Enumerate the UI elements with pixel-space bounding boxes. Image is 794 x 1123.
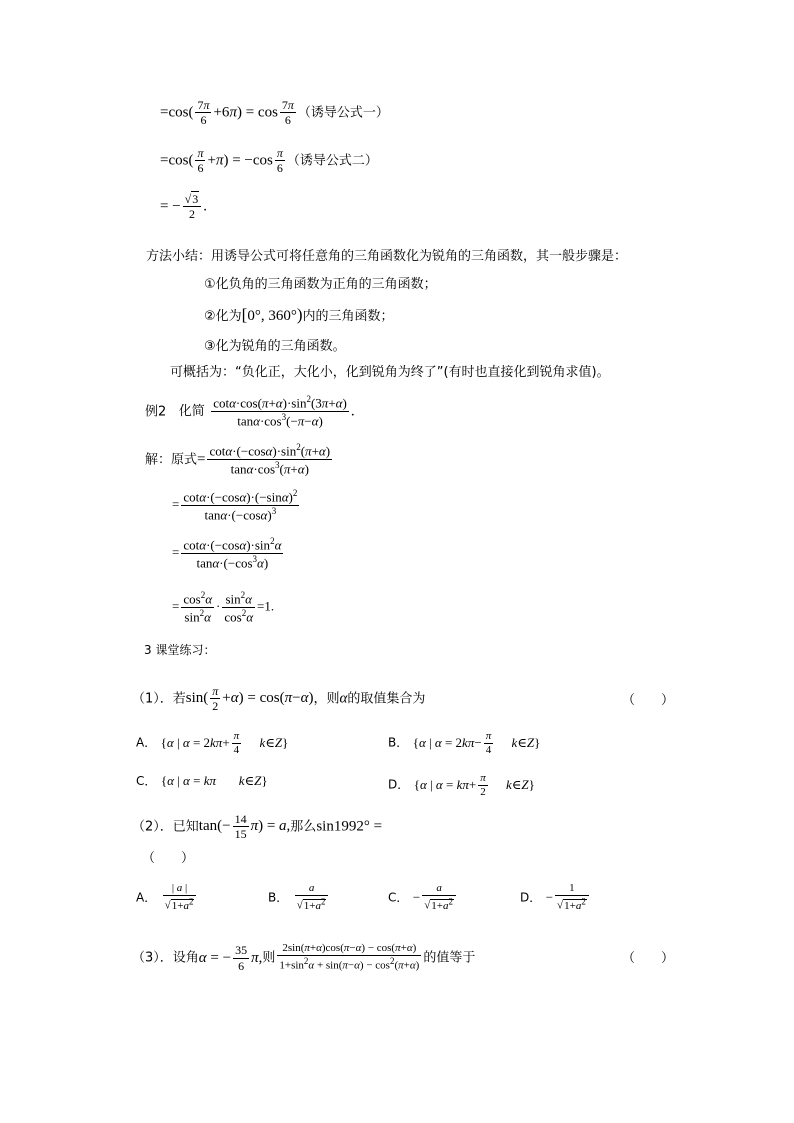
- question-1-number: （1）．若: [132, 691, 186, 707]
- question-2-option-b-label: B．: [268, 890, 289, 905]
- question-2-option-a-label: A．: [136, 890, 157, 905]
- question-3-number: （3）．设角: [132, 950, 199, 966]
- method-step-2: ②化为[0°, 360°)内的三角函数；: [204, 305, 394, 324]
- question-1: （1）．若sin( $\frac{\pi}{2}$ +α) = cos(π−α)，则α的取值集合为: [132, 684, 426, 714]
- method-step-2-interval: 0°, 360°: [247, 308, 297, 324]
- question-2-option-d: D． − $\frac{1}{√1+a^2}$: [520, 882, 591, 913]
- example2-solution-line-1: 解：原式= $\frac{\cot\alpha\cdot(-\cos\alpha)\cdot\sin^2(\pi+\alpha)}{\tan\alpha\cdot\cos^3(\pi+\alpha)}$: [145, 442, 331, 477]
- question-2: （2）．已知tan(− $\frac{14}{15}$ π) = a,那么sin1992° =: [132, 812, 383, 842]
- question-2-option-c: C． − $\frac{a}{√1+a^2}$: [388, 882, 458, 913]
- question-2-option-d-label: D．: [520, 890, 542, 905]
- question-1-option-c-label: C．: [136, 774, 157, 788]
- question-1-bracket: （ ）: [622, 693, 675, 708]
- question-2-number: （2）．已知: [132, 819, 199, 835]
- derivation-note-1: （诱导公式一）: [297, 105, 389, 121]
- derivation-note-2: （诱导公式二）: [286, 153, 378, 169]
- question-2-option-b: B． $\frac{a}{√1+a^2}$: [268, 882, 330, 913]
- method-step-1: ①化负角的三角函数为正角的三角函数；: [204, 277, 437, 292]
- example2-solution-line-3: = $\frac{\cot\alpha\cdot(-\cos\alpha)\cdot\sin^2\alpha}{\tan\alpha\cdot(-\cos^3\alpha)}$: [172, 536, 282, 571]
- example2-statement: 例2 化简 $\frac{\cot\alpha\cdot\cos(\pi+\alpha)\cdot\sin^2(3\pi+\alpha)}{\tan\alpha\cdot\cos^3(-\pi-\alpha)}$ .: [145, 394, 355, 429]
- method-step-2-suffix: 内的三角函数；: [302, 309, 394, 324]
- question-3-mid: 则: [262, 950, 276, 966]
- question-3-tail: 的值等于: [423, 950, 476, 966]
- question-1-option-a-label: A．: [136, 735, 157, 750]
- derivation-line-3: = − $\frac{√3}{2}$ .: [160, 192, 208, 222]
- question-2-option-a: A． $\frac{| a |}{√1+a^2}$: [136, 882, 198, 913]
- method-step-3: ③化为锐角的三角函数。: [204, 339, 346, 354]
- question-1-option-b: B． {α | α = 2kπ− $\frac{\pi}{4}$ k∈Z}: [388, 730, 541, 757]
- question-3-bracket: （ ）: [622, 951, 675, 966]
- derivation-period: .: [203, 198, 208, 215]
- method-step-2-prefix: ②化为: [204, 309, 242, 324]
- question-1-tail: 的取值集合为: [347, 691, 426, 707]
- example2-solution-line-4: = $\frac{\cos^2\alpha}{\sin^2\alpha}$ · $\frac{\sin^2\alpha}{\cos^2\alpha}$ =1.: [172, 590, 275, 625]
- question-1-option-d-label: D．: [388, 777, 410, 792]
- method-summary-intro: 方法小结：用诱导公式可将任意角的三角函数化为锐角的三角函数，其一般步骤是：: [146, 249, 628, 264]
- question-2-bracket: （ ）: [142, 851, 195, 866]
- question-2-option-c-label: C．: [388, 890, 409, 905]
- derivation-line-1: =cos( $\frac{7\pi}{6}$ +6π) = cos $\frac{7\pi}{6}$ （诱导公式一）: [160, 98, 389, 128]
- question-1-option-a: A． {α | α = 2kπ+ $\frac{\pi}{4}$ k∈Z}: [136, 730, 289, 757]
- question-1-text: ，则: [313, 691, 340, 707]
- example2-solution-line-2: = $\frac{\cot\alpha\cdot(-\cos\alpha)\cdot(-\sin\alpha)^2}{\tan\alpha\cdot(-\cos\alpha)^3}$: [172, 488, 298, 523]
- exercise-section-title: 3 课堂练习：: [144, 643, 216, 657]
- question-1-option-d: D． {α | α = kπ+ $\frac{\pi}{2}$ k∈Z}: [388, 772, 535, 799]
- example2-solution-label: 解：原式: [145, 452, 198, 468]
- example2-task: 化简: [178, 404, 205, 420]
- derivation-line-2: =cos( $\frac{\pi}{6}$ +π) = −cos $\frac{\pi}{6}$ （诱导公式二）: [160, 146, 378, 176]
- question-2-mid: 那么: [290, 819, 317, 835]
- example2-final-value: 1: [264, 598, 271, 614]
- question-1-option-c: C． {α | α = kπ k∈Z}: [136, 773, 268, 788]
- example2-label: 例2: [145, 404, 167, 420]
- question-3: （3）．设角α = − $\frac{35}{6}$ π,则 $\frac{2\sin(\pi+\alpha)\cos(\pi-\alpha) - \cos(\pi+\alpha)}{1+\sin^2\alpha + \sin(\pi-\alpha) - \cos^2(\pi+\alpha)}$ 的值等于: [132, 942, 476, 973]
- method-generalization: 可概括为：“负化正，大化小，化到锐角为终了”(有时也直接化到锐角求值)。: [170, 365, 610, 380]
- question-1-option-b-label: B．: [388, 735, 409, 750]
